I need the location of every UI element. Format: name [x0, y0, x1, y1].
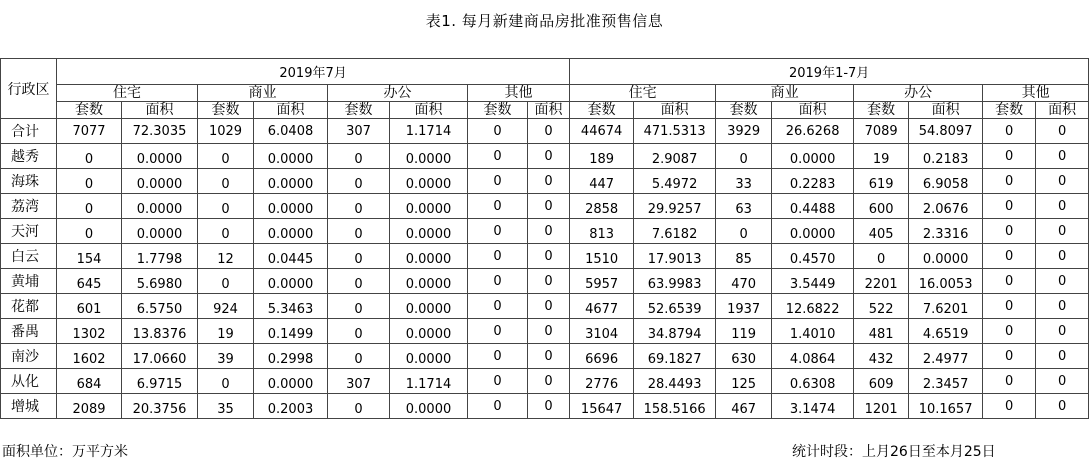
header-month-residential: 住宅 [57, 85, 198, 102]
table-row [1, 144, 1089, 169]
ytd-office-area-cell: 16.0053 [909, 269, 983, 294]
month-residential-count-cell: 1602 [57, 344, 122, 369]
month-residential-area-cell: 0.0000 [122, 144, 198, 169]
month-other-area-cell: 0 [528, 244, 570, 269]
header-ytd-office-count: 套数 [854, 102, 909, 119]
month-residential-area-cell: 13.8376 [122, 319, 198, 344]
header-month-other: 其他 [468, 85, 570, 102]
month-commercial-area-cell: 5.3463 [254, 294, 328, 319]
table-row [1, 394, 1089, 419]
header-period-month: 2019年7月 [57, 59, 570, 85]
month-other-area-cell: 0 [528, 144, 570, 169]
month-commercial-area-cell: 0.0000 [254, 219, 328, 244]
month-office-area-cell: 0.0000 [390, 394, 468, 419]
month-commercial-count-cell: 0 [198, 169, 254, 194]
ytd-office-count-cell: 7089 [854, 119, 909, 144]
ytd-commercial-area-cell: 0.2283 [772, 169, 854, 194]
month-office-area-cell: 0.0000 [390, 319, 468, 344]
ytd-office-count-cell: 405 [854, 219, 909, 244]
header-month-other-area: 面积 [528, 102, 570, 119]
month-residential-count-cell: 2089 [57, 394, 122, 419]
ytd-residential-area-cell: 63.9983 [634, 269, 716, 294]
ytd-other-area-cell: 0 [1036, 369, 1089, 394]
ytd-other-count-cell: 0 [983, 369, 1036, 394]
month-office-area-cell: 0.0000 [390, 244, 468, 269]
month-residential-count-cell: 601 [57, 294, 122, 319]
header-ytd-residential: 住宅 [570, 85, 716, 102]
month-commercial-area-cell: 0.2003 [254, 394, 328, 419]
header-month-office-count: 套数 [328, 102, 390, 119]
ytd-residential-count-cell: 2776 [570, 369, 634, 394]
ytd-commercial-count-cell: 119 [716, 319, 772, 344]
month-residential-count-cell: 0 [57, 169, 122, 194]
month-residential-area-cell: 0.0000 [122, 169, 198, 194]
ytd-office-area-cell: 0.0000 [909, 244, 983, 269]
district-name: 合计 [1, 119, 57, 144]
ytd-commercial-count-cell: 1937 [716, 294, 772, 319]
ytd-office-area-cell: 6.9058 [909, 169, 983, 194]
ytd-residential-count-cell: 44674 [570, 119, 634, 144]
header-row-metric [1, 102, 1089, 119]
header-ytd-office: 办公 [854, 85, 983, 102]
table-row [1, 269, 1089, 294]
ytd-office-area-cell: 10.1657 [909, 394, 983, 419]
header-ytd-commercial-count: 套数 [716, 102, 772, 119]
month-residential-count-cell: 684 [57, 369, 122, 394]
ytd-commercial-count-cell: 63 [716, 194, 772, 219]
ytd-other-count-cell: 0 [983, 169, 1036, 194]
month-residential-count-cell: 0 [57, 219, 122, 244]
ytd-other-area-cell: 0 [1036, 169, 1089, 194]
month-other-count-cell: 0 [468, 294, 528, 319]
month-office-count-cell: 0 [328, 219, 390, 244]
ytd-commercial-count-cell: 33 [716, 169, 772, 194]
header-ytd-other-area: 面积 [1036, 102, 1089, 119]
ytd-other-count-cell: 0 [983, 294, 1036, 319]
ytd-office-count-cell: 481 [854, 319, 909, 344]
header-month-commercial: 商业 [198, 85, 328, 102]
month-other-count-cell: 0 [468, 269, 528, 294]
month-office-count-cell: 0 [328, 194, 390, 219]
header-ytd-office-area: 面积 [909, 102, 983, 119]
month-office-count-cell: 0 [328, 244, 390, 269]
month-commercial-count-cell: 0 [198, 144, 254, 169]
ytd-office-area-cell: 7.6201 [909, 294, 983, 319]
ytd-commercial-area-cell: 1.4010 [772, 319, 854, 344]
month-residential-area-cell: 0.0000 [122, 194, 198, 219]
month-office-count-cell: 0 [328, 269, 390, 294]
ytd-office-count-cell: 0 [854, 244, 909, 269]
ytd-office-count-cell: 619 [854, 169, 909, 194]
month-office-count-cell: 0 [328, 344, 390, 369]
ytd-other-count-cell: 0 [983, 219, 1036, 244]
month-other-count-cell: 0 [468, 394, 528, 419]
ytd-other-area-cell: 0 [1036, 219, 1089, 244]
ytd-residential-count-cell: 189 [570, 144, 634, 169]
ytd-residential-count-cell: 813 [570, 219, 634, 244]
ytd-commercial-count-cell: 470 [716, 269, 772, 294]
ytd-office-area-cell: 2.0676 [909, 194, 983, 219]
header-period-ytd: 2019年1-7月 [570, 59, 1089, 85]
month-commercial-count-cell: 12 [198, 244, 254, 269]
header-month-office-area: 面积 [390, 102, 468, 119]
ytd-residential-area-cell: 17.9013 [634, 244, 716, 269]
month-other-area-cell: 0 [528, 344, 570, 369]
ytd-office-area-cell: 2.4977 [909, 344, 983, 369]
district-name: 黄埔 [1, 269, 57, 294]
table-row [1, 369, 1089, 394]
month-other-area-cell: 0 [528, 169, 570, 194]
month-other-area-cell: 0 [528, 294, 570, 319]
ytd-commercial-area-cell: 0.4488 [772, 194, 854, 219]
ytd-commercial-count-cell: 0 [716, 219, 772, 244]
header-month-office: 办公 [328, 85, 468, 102]
month-other-area-cell: 0 [528, 119, 570, 144]
district-name: 天河 [1, 219, 57, 244]
month-office-area-cell: 1.1714 [390, 369, 468, 394]
month-other-count-cell: 0 [468, 194, 528, 219]
month-office-area-cell: 0.0000 [390, 269, 468, 294]
month-office-area-cell: 0.0000 [390, 169, 468, 194]
month-residential-area-cell: 17.0660 [122, 344, 198, 369]
header-month-commercial-count: 套数 [198, 102, 254, 119]
month-commercial-count-cell: 924 [198, 294, 254, 319]
statistics-period-note: 统计时段：上月26日至本月25日 [792, 444, 996, 460]
ytd-commercial-count-cell: 0 [716, 144, 772, 169]
header-ytd-commercial: 商业 [716, 85, 854, 102]
ytd-commercial-area-cell: 26.6268 [772, 119, 854, 144]
month-office-count-cell: 0 [328, 394, 390, 419]
month-other-area-cell: 0 [528, 394, 570, 419]
ytd-commercial-area-cell: 0.4570 [772, 244, 854, 269]
month-residential-count-cell: 154 [57, 244, 122, 269]
table-row [1, 119, 1089, 144]
month-commercial-count-cell: 0 [198, 269, 254, 294]
ytd-other-count-cell: 0 [983, 319, 1036, 344]
table-row [1, 244, 1089, 269]
month-office-area-cell: 0.0000 [390, 144, 468, 169]
header-month-residential-count: 套数 [57, 102, 122, 119]
table-row [1, 344, 1089, 369]
district-name: 白云 [1, 244, 57, 269]
ytd-commercial-area-cell: 12.6822 [772, 294, 854, 319]
month-other-area-cell: 0 [528, 269, 570, 294]
ytd-residential-count-cell: 1510 [570, 244, 634, 269]
header-month-other-count: 套数 [468, 102, 528, 119]
month-commercial-count-cell: 1029 [198, 119, 254, 144]
district-name: 海珠 [1, 169, 57, 194]
month-commercial-count-cell: 39 [198, 344, 254, 369]
month-office-count-cell: 307 [328, 369, 390, 394]
month-residential-count-cell: 0 [57, 194, 122, 219]
ytd-residential-area-cell: 34.8794 [634, 319, 716, 344]
ytd-residential-count-cell: 2858 [570, 194, 634, 219]
area-unit-note: 面积单位：万平方米 [2, 444, 128, 460]
ytd-commercial-area-cell: 0.0000 [772, 144, 854, 169]
ytd-commercial-count-cell: 3929 [716, 119, 772, 144]
ytd-office-area-cell: 54.8097 [909, 119, 983, 144]
ytd-residential-area-cell: 471.5313 [634, 119, 716, 144]
month-residential-area-cell: 1.7798 [122, 244, 198, 269]
ytd-office-count-cell: 432 [854, 344, 909, 369]
month-commercial-count-cell: 0 [198, 194, 254, 219]
month-office-count-cell: 0 [328, 169, 390, 194]
month-office-count-cell: 0 [328, 319, 390, 344]
ytd-residential-area-cell: 158.5166 [634, 394, 716, 419]
month-office-area-cell: 1.1714 [390, 119, 468, 144]
month-commercial-area-cell: 0.1499 [254, 319, 328, 344]
month-other-area-cell: 0 [528, 319, 570, 344]
district-name: 南沙 [1, 344, 57, 369]
month-commercial-area-cell: 0.0445 [254, 244, 328, 269]
month-other-count-cell: 0 [468, 344, 528, 369]
ytd-residential-area-cell: 29.9257 [634, 194, 716, 219]
district-name: 番禺 [1, 319, 57, 344]
ytd-other-count-cell: 0 [983, 244, 1036, 269]
month-commercial-area-cell: 0.0000 [254, 194, 328, 219]
month-other-area-cell: 0 [528, 194, 570, 219]
month-other-count-cell: 0 [468, 119, 528, 144]
header-ytd-other: 其他 [983, 85, 1089, 102]
ytd-other-count-cell: 0 [983, 269, 1036, 294]
month-commercial-count-cell: 0 [198, 219, 254, 244]
header-month-residential-area: 面积 [122, 102, 198, 119]
ytd-office-count-cell: 2201 [854, 269, 909, 294]
header-row-category [1, 85, 1089, 102]
month-other-count-cell: 0 [468, 244, 528, 269]
month-residential-area-cell: 0.0000 [122, 219, 198, 244]
month-commercial-area-cell: 6.0408 [254, 119, 328, 144]
month-other-count-cell: 0 [468, 144, 528, 169]
ytd-commercial-area-cell: 3.5449 [772, 269, 854, 294]
district-name: 增城 [1, 394, 57, 419]
month-residential-area-cell: 6.5750 [122, 294, 198, 319]
month-other-area-cell: 0 [528, 369, 570, 394]
ytd-residential-area-cell: 7.6182 [634, 219, 716, 244]
ytd-commercial-area-cell: 0.0000 [772, 219, 854, 244]
ytd-residential-area-cell: 28.4493 [634, 369, 716, 394]
ytd-residential-area-cell: 69.1827 [634, 344, 716, 369]
ytd-other-area-cell: 0 [1036, 244, 1089, 269]
month-residential-area-cell: 20.3756 [122, 394, 198, 419]
ytd-other-count-cell: 0 [983, 144, 1036, 169]
ytd-office-area-cell: 4.6519 [909, 319, 983, 344]
district-name: 花都 [1, 294, 57, 319]
ytd-office-area-cell: 0.2183 [909, 144, 983, 169]
month-other-count-cell: 0 [468, 169, 528, 194]
table-body [1, 59, 1089, 419]
month-residential-area-cell: 72.3035 [122, 119, 198, 144]
header-ytd-other-count: 套数 [983, 102, 1036, 119]
ytd-office-area-cell: 2.3316 [909, 219, 983, 244]
header-ytd-commercial-area: 面积 [772, 102, 854, 119]
header-row-period [1, 59, 1089, 85]
table-title: 表1. 每月新建商品房批准预售信息 [425, 12, 664, 30]
header-month-commercial-area: 面积 [254, 102, 328, 119]
district-name: 越秀 [1, 144, 57, 169]
month-residential-count-cell: 645 [57, 269, 122, 294]
month-commercial-area-cell: 0.0000 [254, 144, 328, 169]
header-ytd-residential-count: 套数 [570, 102, 634, 119]
district-name: 荔湾 [1, 194, 57, 219]
presale-table [0, 58, 1089, 419]
ytd-residential-count-cell: 447 [570, 169, 634, 194]
ytd-residential-area-cell: 2.9087 [634, 144, 716, 169]
ytd-other-count-cell: 0 [983, 394, 1036, 419]
month-office-count-cell: 0 [328, 144, 390, 169]
ytd-other-area-cell: 0 [1036, 294, 1089, 319]
header-district: 行政区 [1, 59, 57, 119]
month-residential-area-cell: 5.6980 [122, 269, 198, 294]
table-row [1, 219, 1089, 244]
table-row [1, 294, 1089, 319]
month-office-count-cell: 307 [328, 119, 390, 144]
month-office-area-cell: 0.0000 [390, 344, 468, 369]
month-residential-count-cell: 1302 [57, 319, 122, 344]
ytd-residential-count-cell: 6696 [570, 344, 634, 369]
ytd-office-count-cell: 600 [854, 194, 909, 219]
month-office-area-cell: 0.0000 [390, 219, 468, 244]
ytd-other-area-cell: 0 [1036, 119, 1089, 144]
ytd-office-area-cell: 2.3457 [909, 369, 983, 394]
ytd-residential-area-cell: 52.6539 [634, 294, 716, 319]
ytd-other-area-cell: 0 [1036, 194, 1089, 219]
ytd-commercial-area-cell: 0.6308 [772, 369, 854, 394]
header-ytd-residential-area: 面积 [634, 102, 716, 119]
ytd-other-area-cell: 0 [1036, 269, 1089, 294]
ytd-commercial-count-cell: 467 [716, 394, 772, 419]
month-commercial-area-cell: 0.0000 [254, 169, 328, 194]
ytd-commercial-area-cell: 4.0864 [772, 344, 854, 369]
month-commercial-count-cell: 35 [198, 394, 254, 419]
ytd-commercial-count-cell: 85 [716, 244, 772, 269]
ytd-residential-count-cell: 5957 [570, 269, 634, 294]
ytd-residential-count-cell: 4677 [570, 294, 634, 319]
month-office-area-cell: 0.0000 [390, 294, 468, 319]
ytd-other-area-cell: 0 [1036, 394, 1089, 419]
month-commercial-count-cell: 19 [198, 319, 254, 344]
table-row [1, 319, 1089, 344]
ytd-office-count-cell: 19 [854, 144, 909, 169]
month-commercial-area-cell: 0.2998 [254, 344, 328, 369]
ytd-residential-area-cell: 5.4972 [634, 169, 716, 194]
ytd-office-count-cell: 1201 [854, 394, 909, 419]
month-other-count-cell: 0 [468, 319, 528, 344]
month-commercial-area-cell: 0.0000 [254, 269, 328, 294]
ytd-other-count-cell: 0 [983, 344, 1036, 369]
month-office-area-cell: 0.0000 [390, 194, 468, 219]
ytd-other-area-cell: 0 [1036, 344, 1089, 369]
ytd-other-count-cell: 0 [983, 119, 1036, 144]
ytd-commercial-count-cell: 125 [716, 369, 772, 394]
table-row [1, 169, 1089, 194]
month-other-count-cell: 0 [468, 369, 528, 394]
month-office-count-cell: 0 [328, 294, 390, 319]
district-name: 从化 [1, 369, 57, 394]
ytd-office-count-cell: 609 [854, 369, 909, 394]
ytd-other-count-cell: 0 [983, 194, 1036, 219]
ytd-residential-count-cell: 3104 [570, 319, 634, 344]
month-other-area-cell: 0 [528, 219, 570, 244]
month-commercial-area-cell: 0.0000 [254, 369, 328, 394]
month-residential-count-cell: 0 [57, 144, 122, 169]
ytd-residential-count-cell: 15647 [570, 394, 634, 419]
ytd-commercial-count-cell: 630 [716, 344, 772, 369]
table-row [1, 194, 1089, 219]
ytd-office-count-cell: 522 [854, 294, 909, 319]
month-other-count-cell: 0 [468, 219, 528, 244]
ytd-other-area-cell: 0 [1036, 144, 1089, 169]
month-residential-area-cell: 6.9715 [122, 369, 198, 394]
month-residential-count-cell: 7077 [57, 119, 122, 144]
ytd-commercial-area-cell: 3.1474 [772, 394, 854, 419]
ytd-other-area-cell: 0 [1036, 319, 1089, 344]
month-commercial-count-cell: 0 [198, 369, 254, 394]
